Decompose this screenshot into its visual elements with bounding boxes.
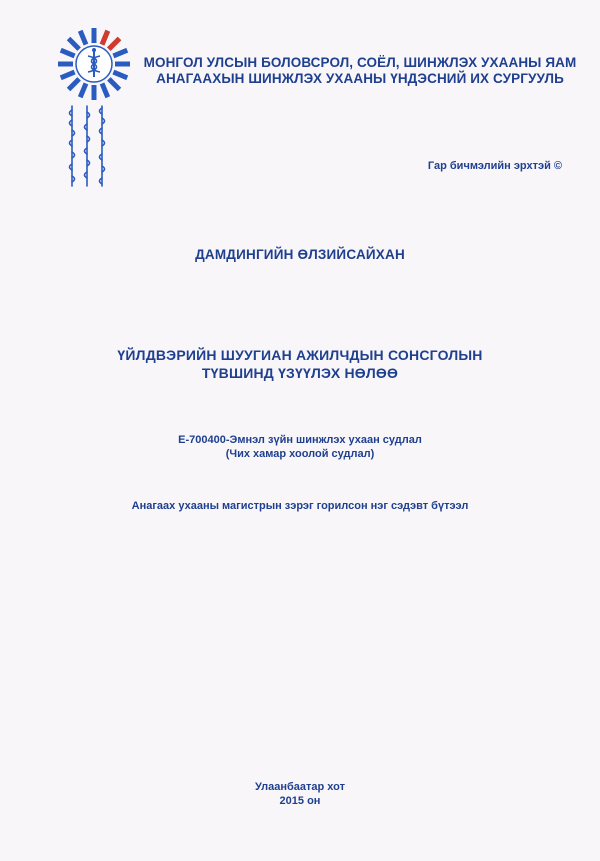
thesis-title-line-2: ТҮВШИНД ҮЗҮҮЛЭХ НӨЛӨӨ: [201, 365, 399, 381]
thesis-title-line-1: ҮЙЛДВЭРИЙН ШУУГИАН АЖИЛЧДЫН СОНСГОЛЫН: [117, 347, 483, 363]
year: 2015 он: [279, 795, 321, 807]
mongolian-script-emblem: [62, 102, 112, 190]
city: Улаанбаатар хот: [254, 781, 345, 793]
degree-statement: Анагаах ухааны магистрын зэрэг горилсон нэг сэдэвт бүтээл: [131, 500, 469, 512]
university-logo: [58, 26, 130, 102]
ministry-name: МОНГОЛ УЛСЫН БОЛОВСРОЛ, СОЁЛ, ШИНЖЛЭХ УХААНЫ ЯАМ: [143, 55, 577, 70]
place-and-year: [0, 780, 600, 808]
thesis-title: [0, 346, 600, 382]
institution-header: [140, 55, 580, 87]
specialty-code: E-700400-Эмнэл зүйн шинжлэх ухаан судлал: [178, 434, 422, 446]
university-name: АНАГААХЫН ШИНЖЛЭХ УХААНЫ ҮНДЭСНИЙ ИХ СУРГУУЛЬ: [156, 71, 564, 86]
specialty-subfield: (Чих хамар хоолой судлал): [225, 448, 375, 460]
copyright-notice: Гар бичмэлийн эрхтэй ©: [427, 160, 562, 172]
specialty: [0, 433, 600, 461]
author-name: ДАМДИНГИЙН ӨЛЗИЙСАЙХАН: [195, 247, 405, 262]
